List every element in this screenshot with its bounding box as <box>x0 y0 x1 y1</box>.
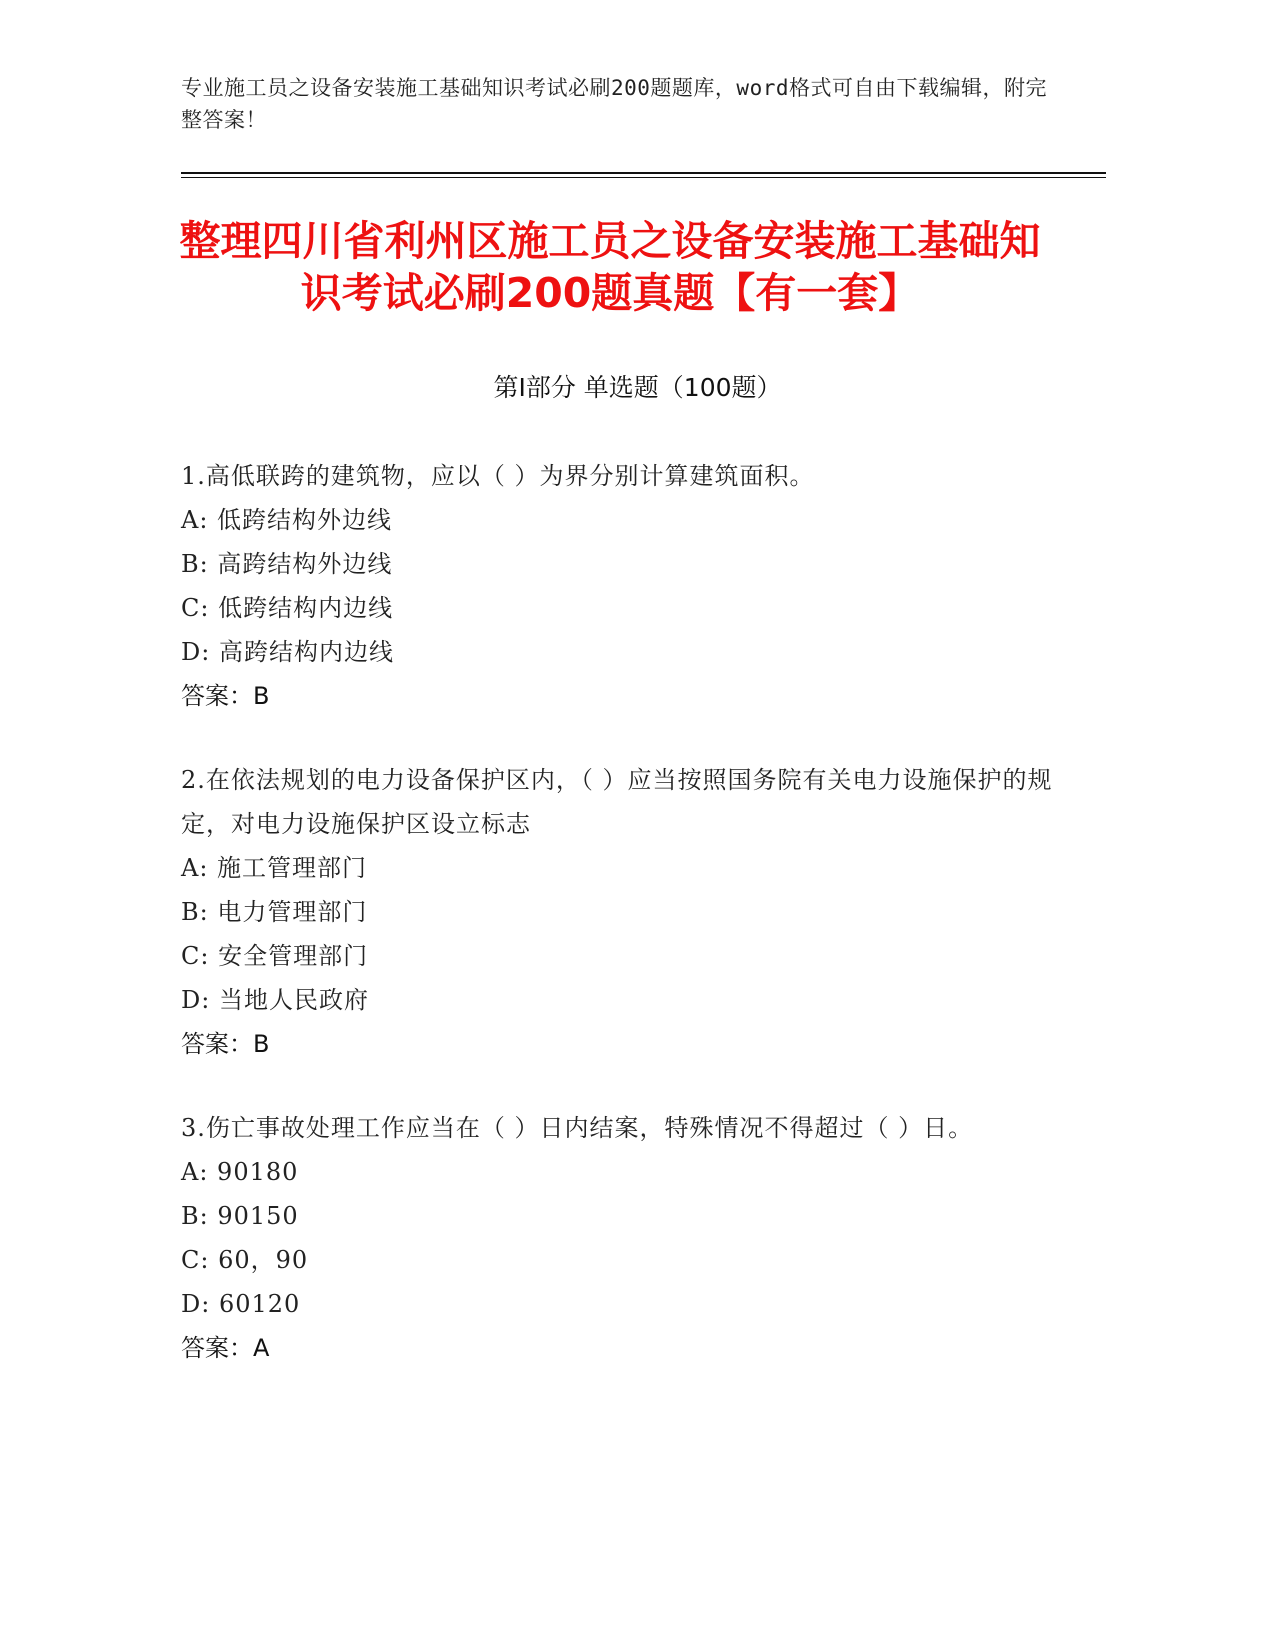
answer-line: 答案：B <box>181 1030 270 1058</box>
option-d: D: 60120 <box>181 1290 301 1318</box>
question-stem: 2.在依法规划的电力设备保护区内，（ ）应当按照国务院有关电力设施保护的规定，对电力设施保护区设立标志 <box>181 766 1053 838</box>
option-c: C: 安全管理部门 <box>181 942 369 970</box>
option-c: C: 低跨结构内边线 <box>181 594 394 622</box>
answer-line: 答案：A <box>181 1334 270 1362</box>
option-b: B: 90150 <box>181 1202 299 1230</box>
question-1 <box>181 454 1061 718</box>
question-stem: 3.伤亡事故处理工作应当在（ ）日内结案，特殊情况不得超过（ ）日。 <box>181 1114 974 1142</box>
section-heading: 第I部分 单选题（100题） <box>493 373 782 402</box>
option-b: B: 高跨结构外边线 <box>181 550 393 578</box>
header-note: 专业施工员之设备安装施工基础知识考试必刷200题题库，word格式可自由下载编辑，附完整答案！ <box>181 76 1047 132</box>
question-2 <box>181 758 1061 1066</box>
header-divider-thin <box>181 177 1106 178</box>
question-stem: 1.高低联跨的建筑物，应以（ ）为界分别计算建筑面积。 <box>181 462 815 490</box>
answer-line: 答案：B <box>181 682 270 710</box>
option-c: C: 60，90 <box>181 1246 309 1274</box>
option-a: A: 低跨结构外边线 <box>181 506 393 534</box>
option-d: D: 当地人民政府 <box>181 986 369 1014</box>
option-a: A: 90180 <box>181 1158 299 1186</box>
option-d: D: 高跨结构内边线 <box>181 638 394 666</box>
header-divider <box>181 172 1106 174</box>
option-b: B: 电力管理部门 <box>181 898 368 926</box>
option-a: A: 施工管理部门 <box>181 854 368 882</box>
question-3 <box>181 1106 1061 1370</box>
document-title: 整理四川省利州区施工员之设备安装施工基础知识考试必刷200题真题【有一套】 <box>179 217 1041 317</box>
